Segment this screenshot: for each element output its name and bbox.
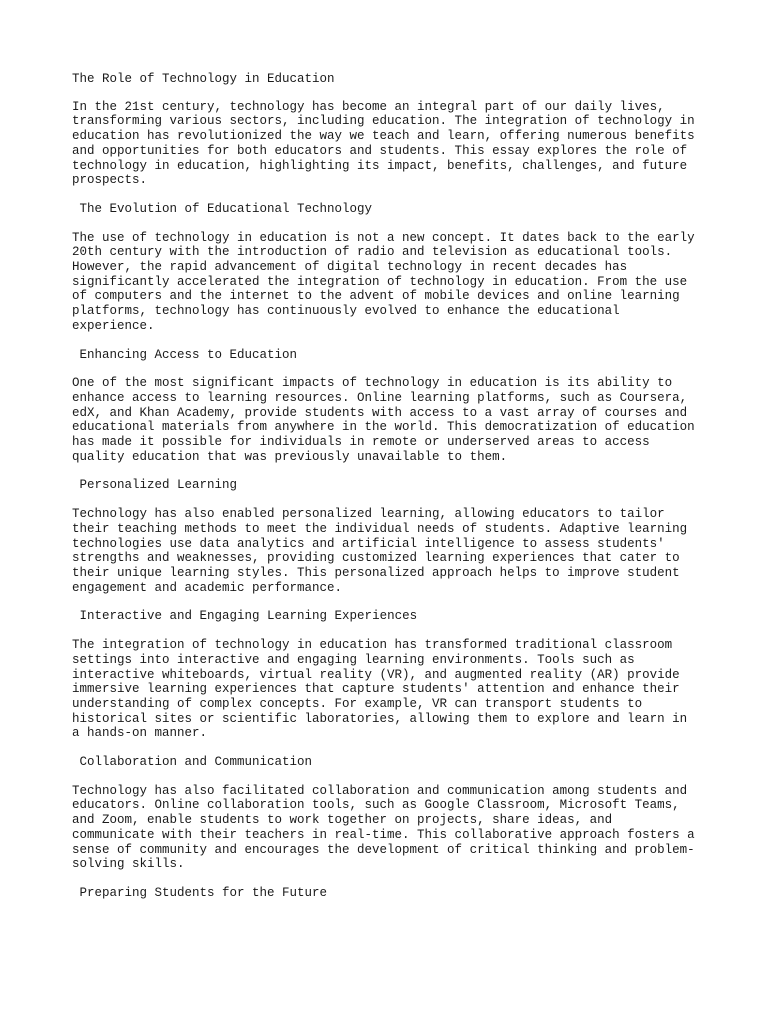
intro-paragraph: In the 21st century, technology has become an integral part of our daily lives, transforming various sectors, including education. The integration of technology in education has revolutionized the way we teach and learn, offering numerous benefits and opportunities for both educators and students. This essay explores the role of technology in education, highlighting its impact, benefits, challenges, and future prospects. <box>72 99 695 188</box>
section-heading-future: Preparing Students for the Future <box>72 885 328 900</box>
section-body-personalized: Technology has also enabled personalized learning, allowing educators to tailor their teaching methods to meet the individual needs of students. Adaptive learning technologies use data analytics and artificial intelligence to assess students' strengths and weaknesses, providing customized learning experiences that cater to their unique learning styles. This personalized approach helps to improve student engagement and academic performance. <box>72 507 688 595</box>
document-page <box>72 72 712 915</box>
document-title: The Role of Technology in Education <box>72 72 335 86</box>
section-body-access: One of the most significant impacts of technology in education is its ability to enhance access to learning resources. Online learning platforms, such as Coursera, edX, and Khan Academy, provide students with access to a vast array of courses and educational materials from anywhere in the world. This democratization of education has made it possible for individuals in remote or underserved areas to access quality education that was previously unavailable to them. <box>72 376 695 464</box>
section-body-evolution: The use of technology in education is not a new concept. It dates back to the early 20th century with the introduction of radio and television as educational tools. However, the rapid advancement of digital technology in recent decades has significantly accelerated the integration of technology in education. From the use of computers and the internet to the advent of mobile devices and online learning platforms, technology has continuously evolved to enhance the educational experience. <box>72 230 695 333</box>
section-heading-evolution: The Evolution of Educational Technology <box>72 201 373 216</box>
section-heading-interactive: Interactive and Engaging Learning Experiences <box>72 609 418 624</box>
section-body-interactive: The integration of technology in education has transformed traditional classroom settings into interactive and engaging learning environments. Tools such as interactive whiteboards, virtual reality (VR), and augmented reality (AR) provide immersive learning experiences that capture students' attention and enhance their understanding of complex concepts. For example, VR can transport students to historical sites or scientific laboratories, allowing them to explore and learn in a hands-on manner. <box>72 638 688 741</box>
section-heading-personalized: Personalized Learning <box>72 478 238 493</box>
section-heading-access: Enhancing Access to Education <box>72 347 298 362</box>
section-body-collaboration: Technology has also facilitated collaboration and communication among students and educators. Online collaboration tools, such as Google Classroom, Microsoft Teams, and Zoom, enable students to work together on projects, share ideas, and communicate with their teachers in real-time. This collaborative approach fosters a sense of community and encourages the development of critical thinking and problem- solving skills. <box>72 783 695 872</box>
section-heading-collaboration: Collaboration and Communication <box>72 755 313 770</box>
